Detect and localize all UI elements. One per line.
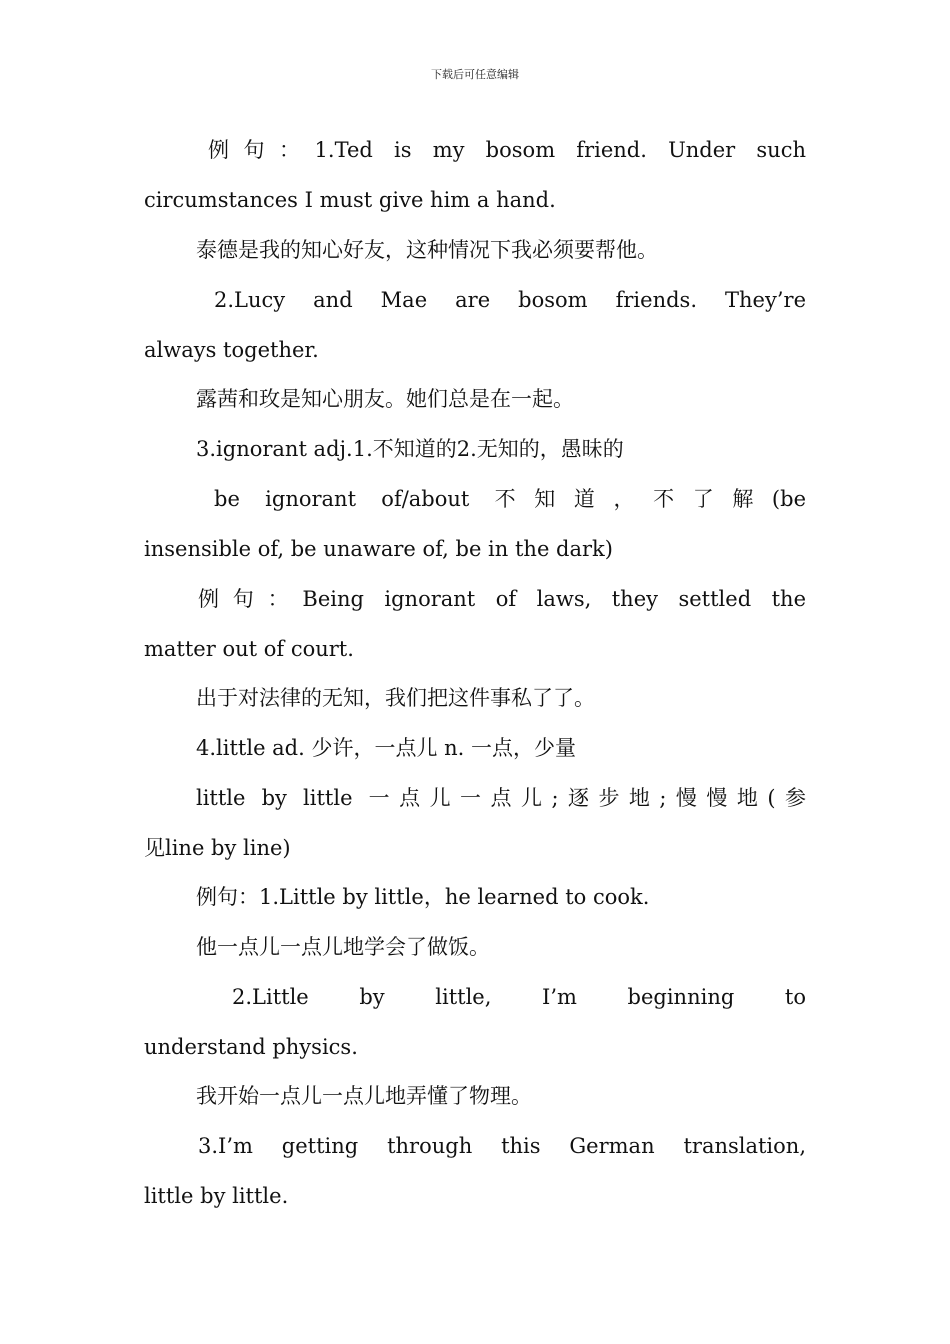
text-line: little by little 一点儿一点儿;逐步地;慢慢地(参 — [196, 786, 806, 810]
text-line: 2.Lucy and Mae are bosom friends. They’re — [214, 288, 806, 312]
page-header: 下载后可任意编辑 — [431, 68, 519, 81]
text-line: matter out of court. — [144, 637, 354, 661]
text-line: circumstances I must give him a hand. — [144, 188, 556, 212]
text-line: insensible of, be unaware of, be in the dark) — [144, 537, 613, 561]
text-line: understand physics. — [144, 1035, 358, 1059]
text-line: 4.little ad. 少许，一点儿 n. 一点，少量 — [196, 736, 577, 760]
text-line: 3.ignorant adj.1.不知道的2.无知的，愚昧的 — [196, 437, 624, 461]
text-line: little by little. — [144, 1184, 289, 1208]
text-line: 见line by line) — [144, 836, 291, 860]
text-line: 3.I’m getting through this German translation, — [198, 1134, 806, 1158]
text-line: 出于对法律的无知，我们把这件事私了了。 — [196, 686, 595, 710]
text-line: 2.Little by little, I’m beginning to — [232, 985, 806, 1009]
text-line: 例句：1.Little by little，he learned to cook. — [196, 885, 650, 909]
text-line: be ignorant of/about 不知道，不了解(be — [214, 487, 806, 511]
text-line: 露茜和玫是知心朋友。她们总是在一起。 — [196, 387, 574, 411]
text-line: always together. — [144, 338, 319, 362]
text-line: 例句：1.Ted is my bosom friend. Under such — [208, 138, 806, 162]
text-line: 例句：Being ignorant of laws, they settled the — [198, 587, 806, 611]
text-line: 我开始一点儿一点儿地弄懂了物理。 — [196, 1084, 532, 1108]
text-line: 他一点儿一点儿地学会了做饭。 — [196, 935, 490, 959]
text-line: 泰德是我的知心好友，这种情况下我必须要帮他。 — [196, 238, 658, 262]
